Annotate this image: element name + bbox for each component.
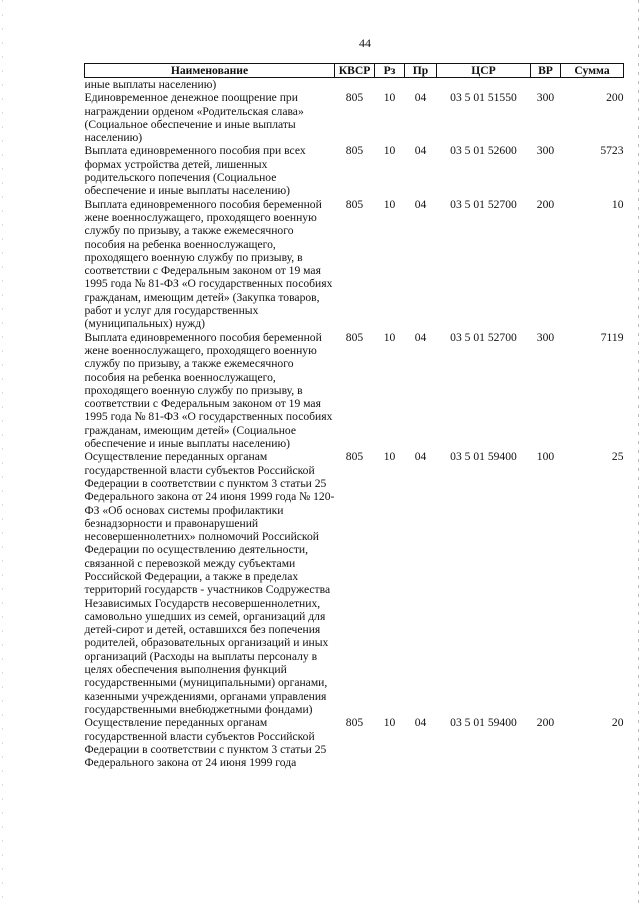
row-name: Осуществление переданных органам государственной власти субъектов Российской Федерации в соответствии с пунктом 3 статьи 25 Федерального закона от 24 июня 1999 года [84,716,327,770]
header-rz: Рз [375,64,405,78]
row-csr: 03 5 01 59400 [450,716,517,730]
row-name: Выплата единовременного пособия беременной жене военнослужащего, проходящего военную службу по призыву, а также ежемесячного пособия на ребенка военнослужащего, проходящего военную службу по призыву, в соответствии с Федеральным законом от 19 мая 1995 года № 81-ФЗ «О государственных пособиях гражданам, имеющим детей» (Закупка товаров, работ и услуг для государственных (муниципальных) нужд) [84,197,333,331]
header-name: Наименование [85,64,335,78]
header-vr: ВР [531,64,561,78]
row-pr: 04 [414,450,427,464]
row-pr [405,78,437,92]
row-kvsr [335,78,375,92]
row-csr: 03 5 01 52700 [450,330,517,344]
table-header [85,64,624,78]
table-row [85,78,624,92]
row-rz: 10 [383,91,396,105]
header-csr: ЦСР [437,64,531,78]
row-sum: 7119 [600,330,624,344]
row-kvsr: 805 [345,91,364,105]
row-kvsr: 805 [345,716,364,730]
row-vr: 200 [536,197,555,211]
row-kvsr: 805 [345,197,364,211]
row-sum: 25 [611,450,624,464]
header-row [85,64,624,78]
row-kvsr: 805 [345,450,364,464]
row-name: Осуществление переданных органам государственной власти субъектов Российской Федерации в соответствии с пунктом 3 статьи 25 Федерального закона от 24 июня 1999 года № 120-ФЗ «Об основах системы профилактики безнадзорности и правонарушений несовершеннолетних» полномочий Российской Федерации по осуществлению деятельности, связанной с перевозкой между субъектами Российской Федерации, а также в пределах территорий государств - участников Содружества Независимых Государств несовершеннолетних, самовольно ушедших из семей, организаций для детей-сирот и детей, оставшихся без попечения родителей, образовательных организаций и иных организаций (Расходы на выплаты персоналу в целях обеспечения выполнения функций государственными (муниципальными) органами, казенными учреждениями, органами управления государственными внебюджетными фондами) [84,450,335,716]
row-pr: 04 [414,91,427,105]
row-pr: 04 [414,197,427,211]
table-row [85,450,624,716]
row-rz: 10 [383,197,396,211]
row-pr: 04 [414,144,427,158]
row-kvsr: 805 [345,144,364,158]
row-rz: 10 [383,144,396,158]
row-sum: 20 [611,716,624,730]
row-rz [375,78,405,92]
page-number: 44 [359,36,371,50]
row-vr: 300 [536,144,555,158]
header-kvsr: КВСР [335,64,375,78]
row-csr [437,78,531,92]
row-name: Выплата единовременного пособия беременной жене военнослужащего, проходящего военную службу по призыву, а также ежемесячного пособия на ребенка военнослужащего, проходящего военную службу по призыву, в соответствии с Федеральным законом от 19 мая 1995 года № 81-ФЗ «О государственных пособиях гражданам, имеющим детей» (Социальное обеспечение и иные выплаты населению) [84,330,333,451]
table-row [85,331,624,451]
budget-table [84,63,624,769]
header-pr: Пр [405,64,437,78]
row-csr: 03 5 01 52600 [450,144,517,158]
row-rz: 10 [383,716,396,730]
row-sum: 5723 [600,144,624,158]
table-row [85,144,624,197]
row-name: Единовременное денежное поощрение при награждении орденом «Родительская слава» (Социальное обеспечение и иные выплаты населению) [84,91,304,145]
table-row [85,716,624,769]
table-row [85,198,624,331]
row-pr: 04 [414,330,427,344]
row-rz: 10 [383,330,396,344]
row-name: Выплата единовременного пособия при всех формах устройства детей, лишенных родительского попечения (Социальное обеспечение и иные выплаты населению) [84,144,306,198]
row-csr: 03 5 01 51550 [450,91,517,105]
row-pr: 04 [414,716,427,730]
row-rz: 10 [383,450,396,464]
row-sum: 200 [606,91,624,105]
row-vr: 300 [536,330,555,344]
row-vr: 100 [536,450,555,464]
scan-edge-right [638,0,639,905]
row-csr: 03 5 01 52700 [450,197,517,211]
table-row [85,91,624,144]
header-sum: Сумма [561,64,624,78]
row-vr: 200 [536,716,555,730]
row-sum: 10 [611,197,624,211]
row-vr: 300 [536,91,555,105]
scan-edge-left [2,0,3,905]
row-kvsr: 805 [345,330,364,344]
row-name: иные выплаты населению) [84,78,217,91]
row-vr [531,78,561,92]
row-sum [561,78,624,92]
row-csr: 03 5 01 59400 [450,450,517,464]
table-body [85,78,624,770]
